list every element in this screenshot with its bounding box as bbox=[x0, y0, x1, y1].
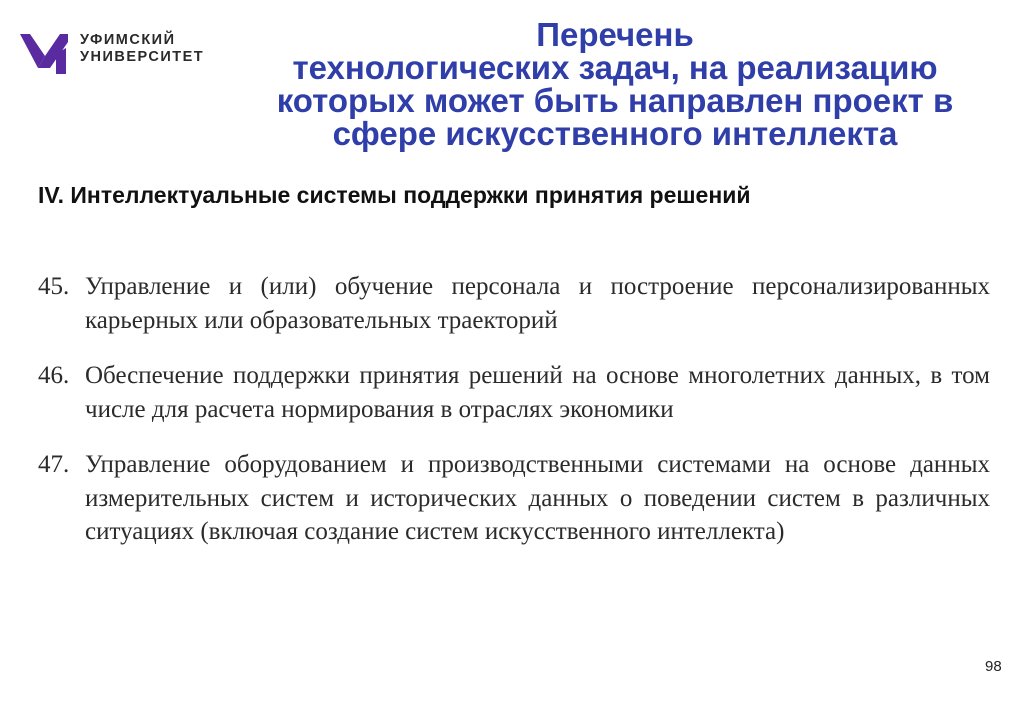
logo-line-2: УНИВЕРСИТЕТ bbox=[80, 49, 205, 65]
item-text: Обеспечение поддержки принятия решений на основе многолетних данных, в том числе для расчета нормирования в отраслях экономики bbox=[85, 362, 990, 423]
list-item-46 bbox=[38, 359, 990, 426]
item-number: 46. bbox=[38, 362, 70, 389]
title-line-4: сфере искусственного интеллекта bbox=[332, 115, 898, 152]
title-line-2: технологических задач, на реализацию bbox=[292, 49, 938, 86]
list-item-47 bbox=[38, 448, 990, 549]
title-line-3: которых может быть направлен проект в bbox=[276, 82, 954, 119]
slide-title bbox=[215, 18, 1015, 150]
logo-line-1: УФИМСКИЙ bbox=[80, 32, 176, 48]
task-list bbox=[38, 270, 990, 571]
page-number: 98 bbox=[985, 658, 1002, 675]
item-text: Управление оборудованием и производственными системами на основе данных измерительных систем и исторических данных о поведении систем в различных ситуациях (включая создание систем искусственного интеллекта) bbox=[85, 451, 990, 545]
title-line-1: Перечень bbox=[536, 16, 694, 53]
item-number: 47. bbox=[38, 451, 70, 478]
list-item-45 bbox=[38, 270, 990, 337]
section-heading: IV. Интеллектуальные системы поддержки принятия решений bbox=[38, 182, 751, 208]
logo-wordmark bbox=[80, 32, 204, 66]
item-number: 45. bbox=[38, 273, 70, 300]
university-logo bbox=[20, 28, 230, 80]
logo-mark-icon bbox=[20, 28, 70, 74]
item-text: Управление и (или) обучение персонала и построение персонализированных карьерных или образовательных траекторий bbox=[85, 273, 990, 334]
